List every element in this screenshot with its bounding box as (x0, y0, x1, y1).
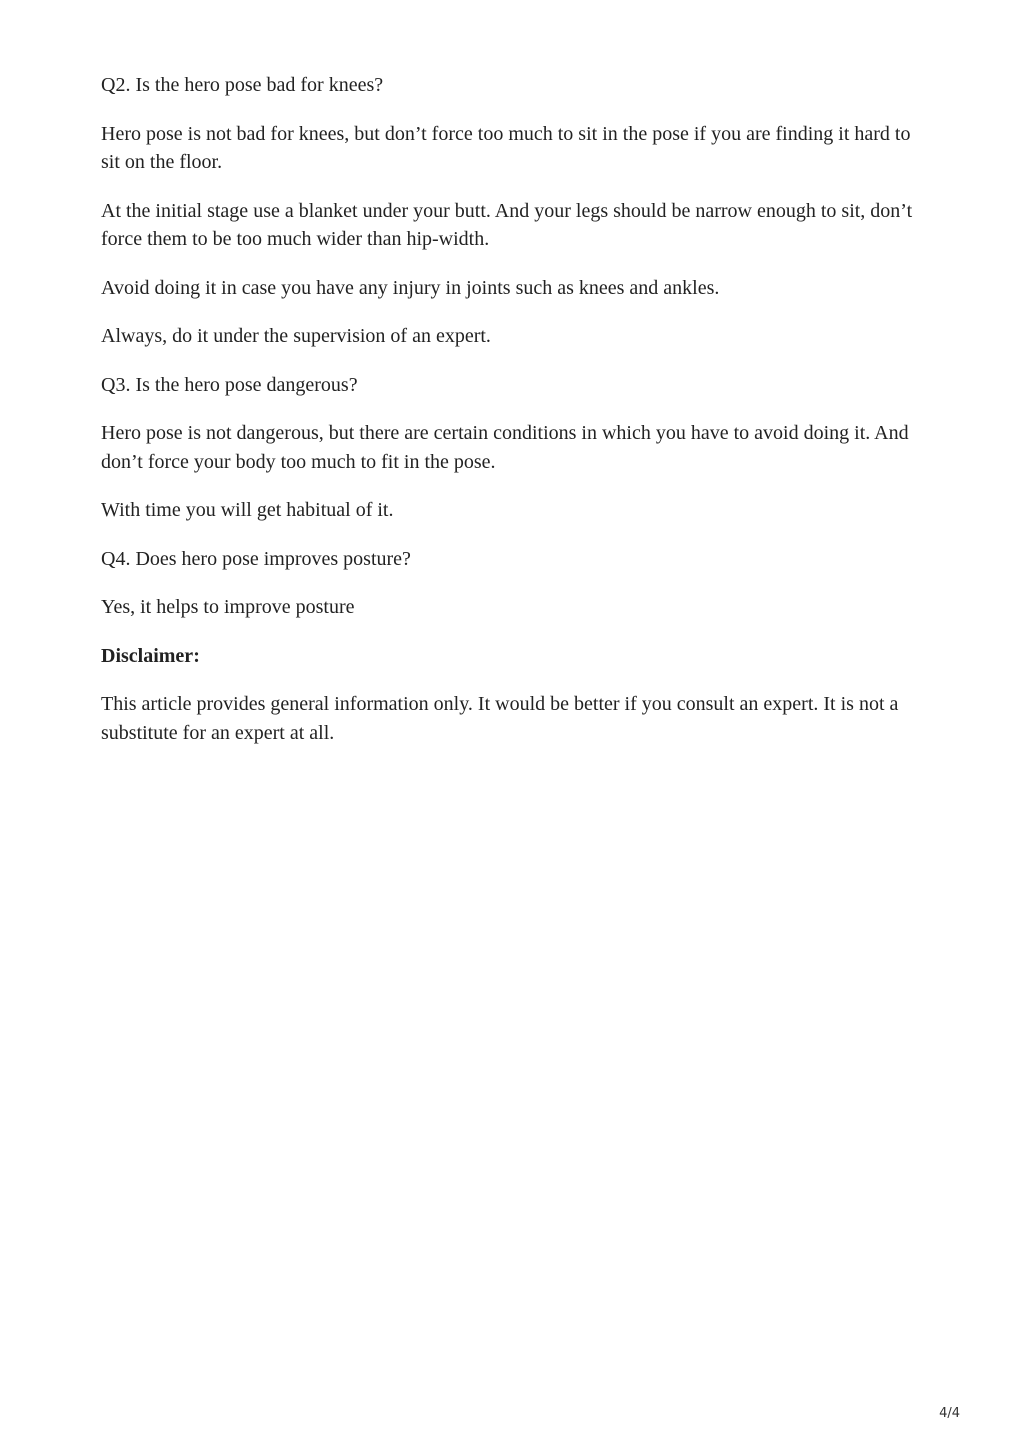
page-number: 4/4 (939, 1406, 960, 1421)
paragraph: Always, do it under the supervision of an expert. (101, 325, 491, 347)
article-body (101, 71, 927, 767)
paragraph: Hero pose is not dangerous, but there are certain conditions in which you have to avoid doing it. And don’t force your body too much to fit in the pose. (101, 422, 909, 473)
paragraph: At the initial stage use a blanket under your butt. And your legs should be narrow enough to sit, don’t force them to be too much wider than hip-width. (101, 199, 913, 250)
faq-question-q4: Q4. Does hero pose improves posture? (101, 547, 411, 570)
disclaimer-heading: Disclaimer: (101, 644, 200, 667)
paragraph: Hero pose is not bad for knees, but don’t force too much to sit in the pose if you are finding it hard to sit on the floor. (101, 122, 911, 173)
paragraph: With time you will get habitual of it. (101, 499, 394, 521)
paragraph: Yes, it helps to improve posture (101, 596, 355, 618)
faq-question-q2: Q2. Is the hero pose bad for knees? (101, 74, 384, 96)
faq-question-q3: Q3. Is the hero pose dangerous? (101, 373, 358, 396)
disclaimer-text: This article provides general information only. It would be better if you consult an expert. It is not a substitute for an expert at all. (101, 693, 899, 744)
paragraph: Avoid doing it in case you have any injury in joints such as knees and ankles. (101, 276, 720, 299)
